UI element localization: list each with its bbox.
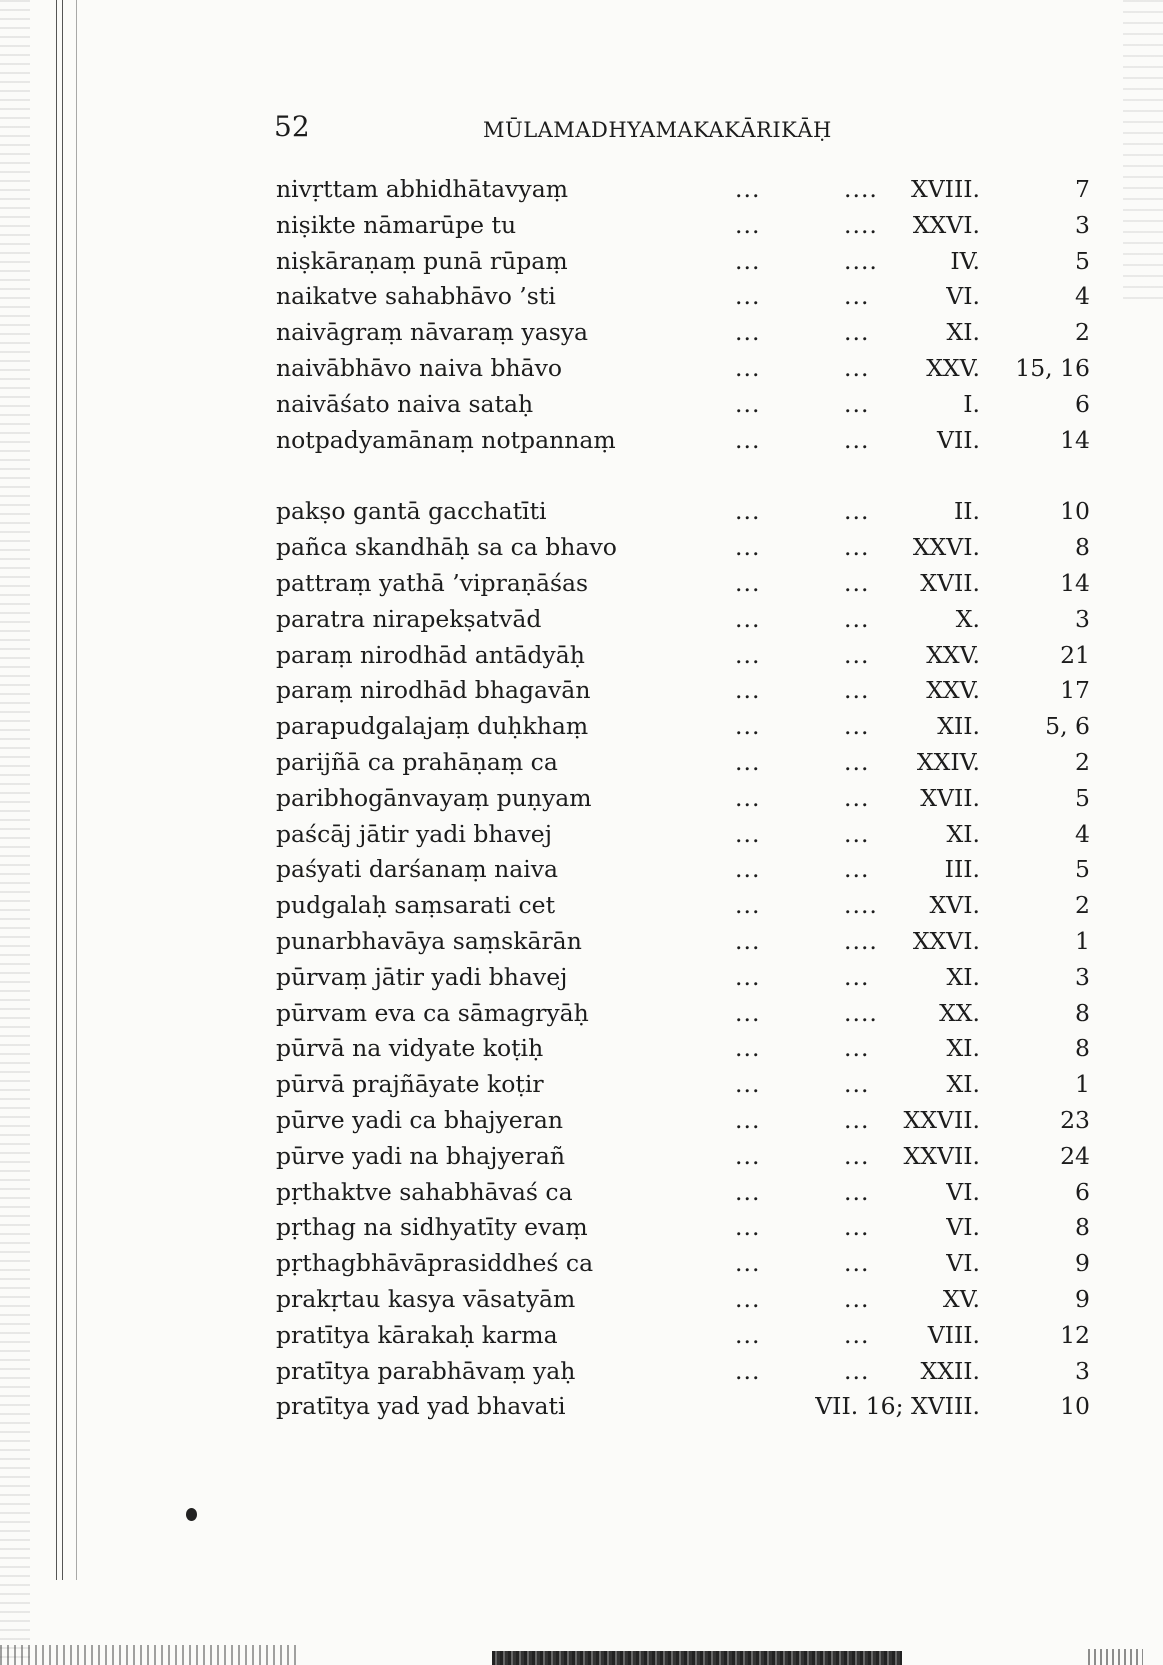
leader-dots: .... <box>844 998 878 1027</box>
chapter-ref: XI. <box>946 1070 980 1099</box>
verse-ref: 9 <box>1075 1284 1090 1313</box>
index-term: pudgalaḥ saṃsarati cet <box>276 891 556 920</box>
chapter-ref: XXIV. <box>916 747 980 776</box>
index-term: pṛthaktve sahabhāvaś ca <box>276 1177 573 1206</box>
chapter-ref: I. <box>963 389 980 418</box>
verse-ref: 4 <box>1075 819 1090 848</box>
scan-bottom-mark <box>1088 1649 1143 1665</box>
index-row <box>270 387 1090 423</box>
verse-ref: 2 <box>1075 891 1090 920</box>
section-gap <box>270 458 1090 494</box>
leader-dots: ... <box>735 568 761 597</box>
leader-dots: ... <box>735 318 761 347</box>
scan-edge-specks <box>0 0 30 1665</box>
verse-ref: 24 <box>1060 1141 1090 1170</box>
index-term: pañca skandhāḥ sa ca bhavo <box>276 533 617 562</box>
leader-dots: ... <box>844 1141 870 1170</box>
leader-dots: ... <box>735 747 761 776</box>
verse-ref: 5, 6 <box>1045 712 1090 741</box>
index-term: pṛthag na sidhyatīty evaṃ <box>276 1213 588 1242</box>
chapter-ref: III. <box>944 855 980 884</box>
verse-ref: 8 <box>1075 533 1090 562</box>
index-term: pratītya yad yad bhavati <box>276 1392 566 1421</box>
verse-ref: 1 <box>1075 1070 1090 1099</box>
chapter-ref: XVI. <box>929 891 980 920</box>
leader-dots: ... <box>844 568 870 597</box>
index-term: pūrvā na vidyate koṭiḥ <box>276 1034 544 1063</box>
leader-dots: ... <box>844 1249 870 1278</box>
leader-dots: .... <box>844 891 878 920</box>
chapter-ref: VII. 16; XVIII. <box>815 1392 980 1421</box>
chapter-ref: XVIII. <box>910 175 980 203</box>
leader-dots: ... <box>844 783 870 812</box>
leader-dots: ... <box>735 1177 761 1206</box>
index-term: prakṛtau kasya vāsatyām <box>276 1284 576 1313</box>
verse-ref: 8 <box>1075 1034 1090 1063</box>
index-term: pūrve yadi na bhajyerañ <box>276 1141 566 1170</box>
verse-ref: 12 <box>1060 1320 1090 1349</box>
chapter-ref: XVII. <box>920 568 980 597</box>
index-term: pakṣo gantā gacchatīti <box>276 497 547 526</box>
leader-dots: ... <box>735 1356 761 1385</box>
chapter-ref: XI. <box>946 1034 980 1063</box>
leader-dots: ... <box>735 389 761 418</box>
chapter-ref: XXV. <box>926 353 980 382</box>
leader-dots: ... <box>844 1320 870 1349</box>
index-term: pattraṃ yathā ’vipraṇāśas <box>276 568 589 597</box>
leader-dots: ... <box>735 1320 761 1349</box>
index-row <box>270 244 1090 280</box>
verse-ref: 2 <box>1075 747 1090 776</box>
leader-dots: ... <box>735 676 761 705</box>
verse-ref: 15, 16 <box>1015 353 1090 382</box>
verse-ref: 6 <box>1075 389 1090 418</box>
index-term: paśyati darśanaṃ naiva <box>276 855 559 884</box>
leader-dots: ... <box>735 926 761 955</box>
index-term: pratītya parabhāvaṃ yaḥ <box>276 1356 576 1385</box>
chapter-ref: XXVI. <box>912 926 980 955</box>
index-term: paribhogānvayaṃ puṇyam <box>276 783 592 812</box>
index-row <box>270 1139 1090 1175</box>
leader-dots: ... <box>735 712 761 741</box>
leader-dots: ... <box>844 282 870 311</box>
leader-dots: ... <box>844 353 870 382</box>
index-row <box>270 817 1090 853</box>
verse-ref: 5 <box>1075 783 1090 812</box>
leader-dots: ... <box>844 962 870 991</box>
scan-left-rule <box>62 0 63 1580</box>
index-row <box>270 1246 1090 1282</box>
leader-dots: ... <box>735 783 761 812</box>
chapter-ref: X. <box>955 604 980 633</box>
leader-dots: ... <box>844 318 870 347</box>
verse-ref: 7 <box>1075 175 1090 203</box>
verse-ref: 23 <box>1060 1105 1090 1134</box>
leader-dots: ... <box>735 1070 761 1099</box>
verse-ref: 5 <box>1075 855 1090 884</box>
chapter-ref: IV. <box>950 246 980 275</box>
scan-bottom-bar <box>492 1651 902 1665</box>
index-row <box>270 172 1090 208</box>
leader-dots: ... <box>844 676 870 705</box>
index-row <box>270 208 1090 244</box>
leader-dots: ... <box>844 533 870 562</box>
leader-dots: ... <box>844 1213 870 1242</box>
leader-dots: ... <box>735 210 761 239</box>
index-row <box>270 1282 1090 1318</box>
chapter-ref: XX. <box>939 998 980 1027</box>
verse-ref: 10 <box>1060 497 1090 526</box>
index-entry-list <box>270 172 1090 1425</box>
leader-dots: ... <box>844 1177 870 1206</box>
chapter-ref: VI. <box>946 1249 980 1278</box>
chapter-ref: XXVII. <box>903 1105 980 1134</box>
leader-dots: ... <box>735 891 761 920</box>
index-row <box>270 781 1090 817</box>
leader-dots: .... <box>844 926 878 955</box>
index-term: naivāśato naiva sataḥ <box>276 389 534 418</box>
verse-ref: 3 <box>1075 1356 1090 1385</box>
chapter-ref: XXV. <box>926 640 980 669</box>
leader-dots: ... <box>844 1070 870 1099</box>
index-term: pūrve yadi ca bhajyeran <box>276 1105 564 1134</box>
leader-dots: ... <box>844 1284 870 1313</box>
leader-dots: ... <box>844 747 870 776</box>
chapter-ref: XXVI. <box>912 533 980 562</box>
index-row <box>270 1354 1090 1390</box>
verse-ref: 14 <box>1060 568 1090 597</box>
leader-dots: ... <box>735 962 761 991</box>
leader-dots: ... <box>735 497 761 526</box>
scan-right-specks <box>1123 0 1163 300</box>
index-term: pṛthagbhāvāprasiddheś ca <box>276 1249 594 1278</box>
leader-dots: ... <box>735 1213 761 1242</box>
index-row <box>270 745 1090 781</box>
index-row <box>270 960 1090 996</box>
verse-ref: 14 <box>1060 425 1090 454</box>
verse-ref: 4 <box>1075 282 1090 311</box>
index-term: naivāgraṃ nāvaraṃ yasya <box>276 318 589 347</box>
leader-dots: ... <box>735 175 761 203</box>
index-row <box>270 852 1090 888</box>
index-term: notpadyamānaṃ notpannaṃ <box>276 425 616 454</box>
leader-dots: ... <box>844 604 870 633</box>
verse-ref: 6 <box>1075 1177 1090 1206</box>
chapter-ref: VIII. <box>927 1320 980 1349</box>
chapter-ref: VI. <box>946 1213 980 1242</box>
index-row <box>270 996 1090 1032</box>
index-term: punarbhavāya saṃskārān <box>276 926 582 955</box>
running-head-title: MŪLAMADHYAMAKAKĀRIKĀḤ <box>483 118 832 142</box>
index-term: pūrvaṃ jātir yadi bhavej <box>276 962 568 991</box>
index-row <box>270 673 1090 709</box>
chapter-ref: XI. <box>946 819 980 848</box>
leader-dots: .... <box>844 246 878 275</box>
verse-ref: 8 <box>1075 998 1090 1027</box>
index-term: nivṛttam abhidhātavyaṃ <box>276 175 569 203</box>
leader-dots: ... <box>735 353 761 382</box>
scan-left-rule <box>76 0 77 1580</box>
verse-ref: 2 <box>1075 318 1090 347</box>
index-row <box>270 1103 1090 1139</box>
index-row <box>270 1210 1090 1246</box>
chapter-ref: XXVI. <box>912 210 980 239</box>
index-row <box>270 351 1090 387</box>
scan-bottom-strip <box>0 1645 300 1665</box>
index-row <box>270 709 1090 745</box>
verse-ref: 9 <box>1075 1249 1090 1278</box>
index-term: paraṃ nirodhād antādyāḥ <box>276 640 585 669</box>
page-number: 52 <box>274 110 310 143</box>
leader-dots: ... <box>844 819 870 848</box>
verse-ref: 21 <box>1060 640 1090 669</box>
index-row <box>270 530 1090 566</box>
index-term: niṣkāraṇaṃ punā rūpaṃ <box>276 246 568 275</box>
chapter-ref: VII. <box>936 425 980 454</box>
leader-dots: ... <box>735 1105 761 1134</box>
chapter-ref: XI. <box>946 318 980 347</box>
index-row <box>270 315 1090 351</box>
leader-dots: ... <box>844 855 870 884</box>
verse-ref: 3 <box>1075 210 1090 239</box>
leader-dots: .... <box>844 175 878 203</box>
verse-ref: 8 <box>1075 1213 1090 1242</box>
chapter-ref: XI. <box>946 962 980 991</box>
leader-dots: ... <box>735 1284 761 1313</box>
verse-ref: 17 <box>1060 676 1090 705</box>
verse-ref: 10 <box>1060 1392 1090 1421</box>
index-term: naivābhāvo naiva bhāvo <box>276 353 563 382</box>
index-term: pūrvam eva ca sāmagryāḥ <box>276 998 589 1027</box>
chapter-ref: II. <box>953 497 980 526</box>
ink-blot <box>186 1508 197 1521</box>
index-row <box>270 1389 1090 1425</box>
verse-ref: 1 <box>1075 926 1090 955</box>
index-row <box>270 1067 1090 1103</box>
index-term: parapudgalajaṃ duḥkhaṃ <box>276 712 589 741</box>
index-row <box>270 1318 1090 1354</box>
verse-ref: 3 <box>1075 962 1090 991</box>
chapter-ref: VI. <box>946 282 980 311</box>
index-term: paraṃ nirodhād bhagavān <box>276 676 591 705</box>
index-term: naikatve sahabhāvo ’sti <box>276 282 556 311</box>
index-row <box>270 279 1090 315</box>
chapter-ref: XVII. <box>920 783 980 812</box>
index-row <box>270 602 1090 638</box>
leader-dots: ... <box>844 389 870 418</box>
leader-dots: .... <box>844 210 878 239</box>
index-term: paścāj jātir yadi bhavej <box>276 819 552 848</box>
leader-dots: ... <box>735 1141 761 1170</box>
leader-dots: ... <box>844 1034 870 1063</box>
leader-dots: ... <box>735 533 761 562</box>
index-row <box>270 423 1090 459</box>
leader-dots: ... <box>844 712 870 741</box>
leader-dots: ... <box>844 1356 870 1385</box>
verse-ref: 3 <box>1075 604 1090 633</box>
leader-dots: ... <box>735 998 761 1027</box>
index-row <box>270 638 1090 674</box>
leader-dots: ... <box>735 855 761 884</box>
chapter-ref: XV. <box>942 1284 980 1313</box>
verse-ref: 5 <box>1075 246 1090 275</box>
index-row <box>270 1031 1090 1067</box>
leader-dots: ... <box>844 425 870 454</box>
leader-dots: ... <box>735 1034 761 1063</box>
index-term: paratra nirapekṣatvād <box>276 604 542 633</box>
leader-dots: ... <box>735 640 761 669</box>
index-term: pratītya kārakaḥ karma <box>276 1320 558 1349</box>
index-term: pūrvā prajñāyate koṭir <box>276 1070 544 1099</box>
leader-dots: ... <box>735 604 761 633</box>
index-row <box>270 924 1090 960</box>
leader-dots: ... <box>735 246 761 275</box>
chapter-ref: VI. <box>946 1177 980 1206</box>
chapter-ref: XXVII. <box>903 1141 980 1170</box>
scan-left-rule <box>56 0 57 1580</box>
index-term: niṣikte nāmarūpe tu <box>276 210 517 239</box>
leader-dots: ... <box>844 497 870 526</box>
chapter-ref: XXII. <box>920 1356 980 1385</box>
index-row <box>270 566 1090 602</box>
leader-dots: ... <box>735 1249 761 1278</box>
index-term: parijñā ca prahāṇaṃ ca <box>276 747 558 776</box>
index-row <box>270 494 1090 530</box>
index-row <box>270 1175 1090 1211</box>
leader-dots: ... <box>735 282 761 311</box>
leader-dots: ... <box>735 819 761 848</box>
chapter-ref: XII. <box>937 712 980 741</box>
leader-dots: ... <box>844 640 870 669</box>
index-row <box>270 888 1090 924</box>
leader-dots: ... <box>735 425 761 454</box>
chapter-ref: XXV. <box>926 676 980 705</box>
leader-dots: ... <box>844 1105 870 1134</box>
